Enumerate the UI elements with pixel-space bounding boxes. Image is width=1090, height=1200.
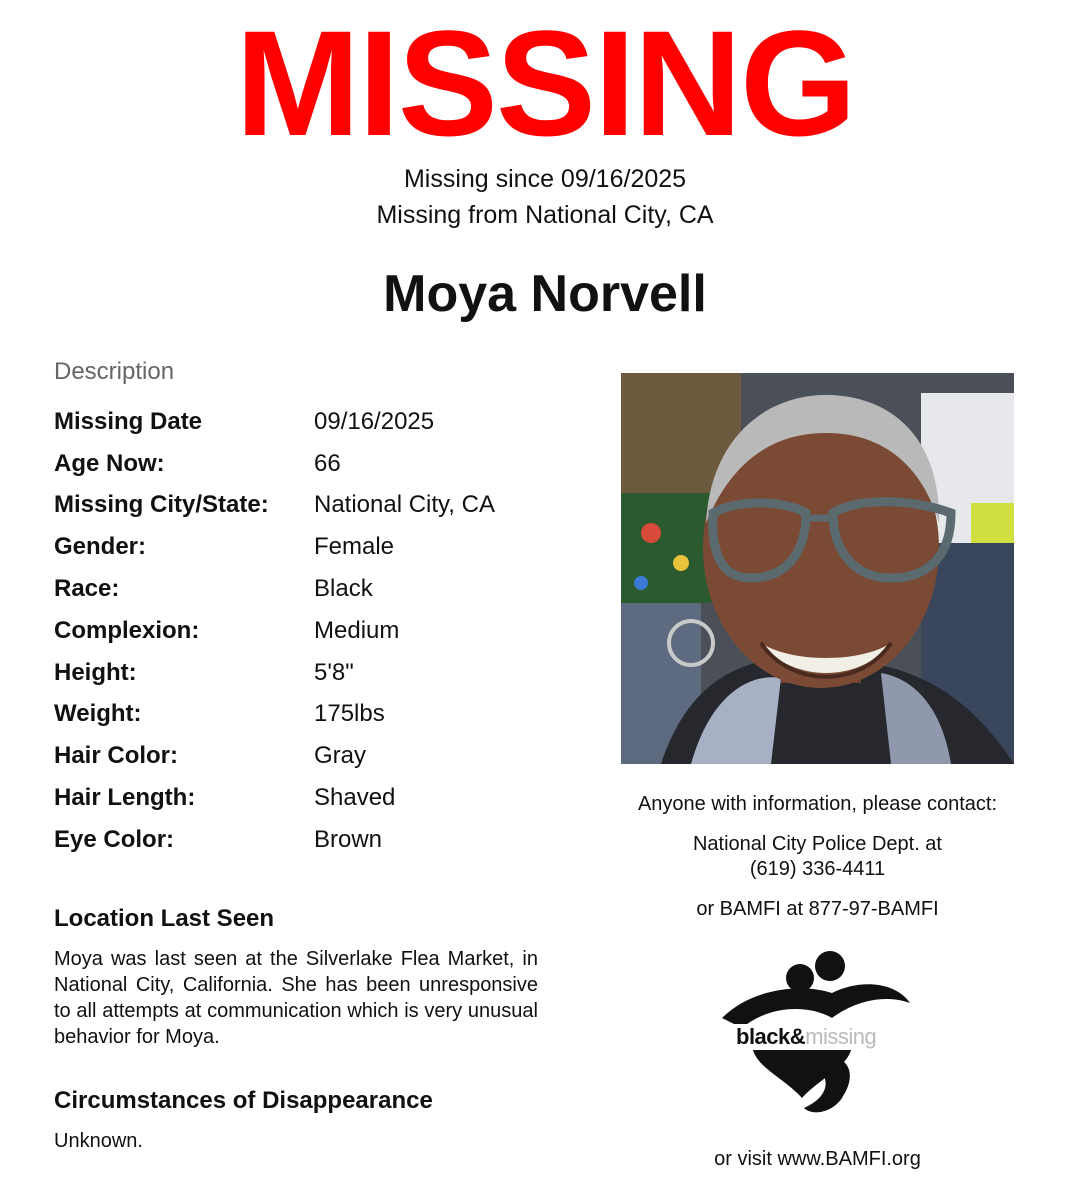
detail-row [54,694,574,736]
detail-value: 175lbs [314,700,385,728]
detail-row [54,526,574,568]
contact-police-phone: (619) 336-4411 [749,858,886,880]
logo-text-bold: black& [736,1024,806,1049]
detail-value: 5'8" [314,658,354,686]
person-photo [621,373,1014,764]
detail-value: 09/16/2025 [314,407,435,435]
contact-police: National City Police Dept. at [692,833,942,855]
logo-text-light: missing [805,1024,877,1049]
detail-row [54,610,574,652]
detail-label: Complexion: [54,616,200,644]
detail-value: Brown [314,825,383,853]
contact-website: or visit www.BAMFI.org [714,1148,921,1170]
circumstances-text: Unknown. [54,1130,143,1152]
description-heading: Description [54,358,175,385]
detail-label: Race: [54,575,120,603]
detail-row [54,777,574,819]
detail-value: National City, CA [314,491,495,519]
detail-row [54,401,574,443]
contact-intro: Anyone with information, please contact: [637,793,998,815]
detail-label: Age Now: [54,449,165,477]
person-name: Moya Norvell [383,265,707,323]
detail-row [54,443,574,485]
detail-value: Shaved [314,784,396,812]
detail-row [54,819,574,861]
detail-row [54,652,574,694]
description-details [54,401,574,861]
detail-label: Hair Color: [54,742,179,770]
detail-value: Medium [314,616,400,644]
detail-row [54,735,574,777]
detail-label: Hair Length: [54,784,196,812]
location-text: Moya was last seen at the Silverlake Flea Market, in National City, California. She has been unresponsive to all attempts at communication which is very unusual behavior for Moya. [54,948,538,1048]
detail-row [54,485,574,527]
location-heading: Location Last Seen [54,905,275,932]
detail-label: Missing Date [54,407,203,435]
missing-headline: MISSING [235,0,855,167]
detail-label: Height: [54,658,137,686]
detail-value: 66 [314,449,341,477]
detail-label: Missing City/State: [54,491,269,519]
circumstances-heading: Circumstances of Disappearance [54,1087,433,1114]
missing-since: Missing since 09/16/2025 [403,165,687,193]
detail-value: Gray [314,742,367,770]
detail-label: Gender: [54,533,147,561]
detail-value: Female [314,533,395,561]
detail-label: Weight: [54,700,142,728]
bamfi-logo-text [734,1024,878,1050]
detail-row [54,568,574,610]
detail-label: Eye Color: [54,825,175,853]
contact-bamfi: or BAMFI at 877-97-BAMFI [696,898,939,920]
missing-from: Missing from National City, CA [376,201,714,229]
detail-value: Black [314,575,373,603]
